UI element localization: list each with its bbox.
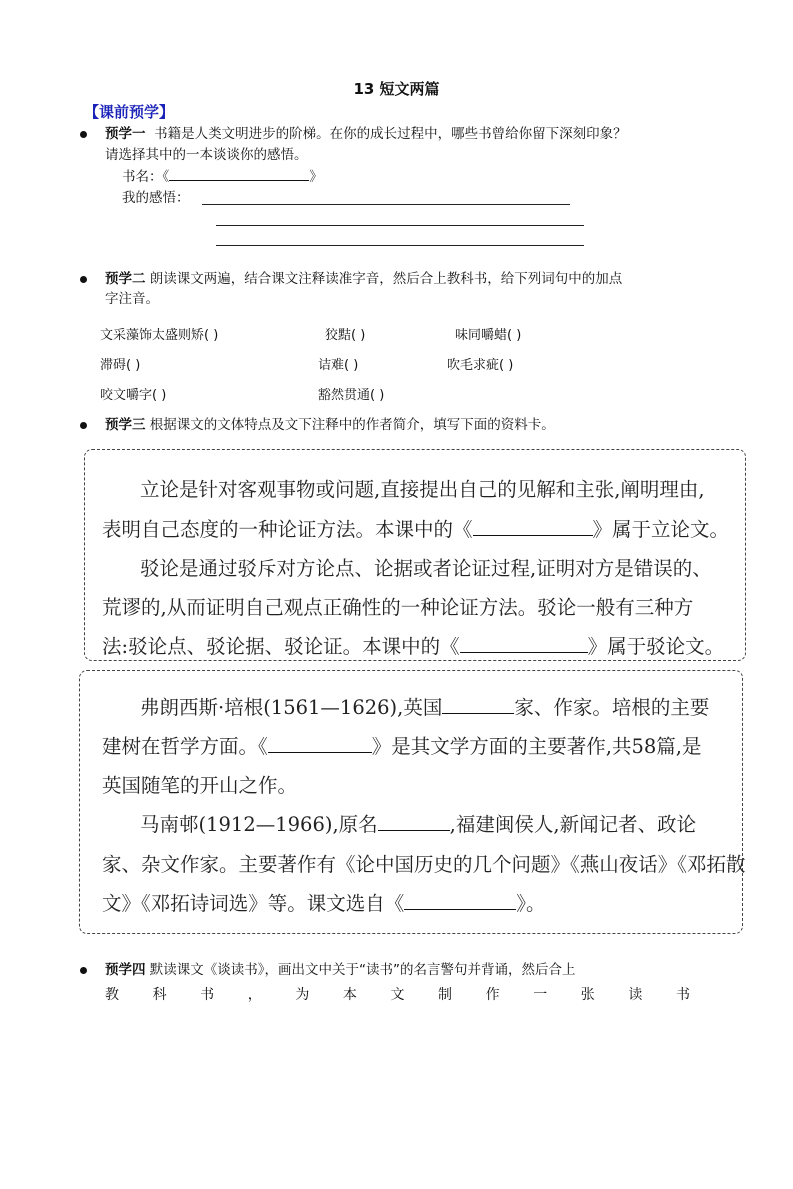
pinyin-item[interactable]: 咬文嚼字( ): [100, 388, 167, 403]
pinyin-item[interactable]: 文采藻饰太盛则矫( ): [100, 328, 219, 343]
book-name-label: 书名：《: [122, 169, 170, 185]
bullet-icon: [80, 967, 87, 974]
feeling-answer-line[interactable]: [202, 204, 570, 205]
q3-prompt: [105, 416, 555, 434]
card1-line: 荒谬的,从而证明自己观点正确性的一种论证方法。驳论一般有三种方: [102, 596, 694, 619]
bullet-icon: [80, 422, 87, 429]
q1-text: 书籍是人类文明进步的阶梯。在你的成长过程中，哪些书曾给你留下深刻印象？: [154, 126, 627, 142]
pinyin-item[interactable]: 滞碍( ): [100, 358, 141, 373]
q2-prompt: [105, 270, 622, 288]
card1-line: 表明自己态度的一种论证方法。本课中的《 》属于立论文。: [102, 518, 730, 541]
q1-label: 预学一: [105, 126, 146, 142]
argument-title-blank[interactable]: [473, 517, 593, 536]
pinyin-item[interactable]: 味同嚼蜡( ): [455, 328, 522, 343]
book-name-close: 》: [309, 169, 323, 185]
bacon-work-blank[interactable]: [268, 734, 372, 753]
card1-line: 法:驳论点、驳论据、驳论证。本课中的《 》属于驳论文。: [102, 635, 725, 658]
q4-prompt: [105, 961, 576, 979]
q1-prompt-line2: 请选择其中的一本谈谈你的感悟。: [105, 147, 308, 163]
pinyin-item[interactable]: 豁然贯通( ): [318, 388, 385, 403]
q2-prompt-line2: 字注音。: [105, 291, 159, 307]
bacon-identity-blank[interactable]: [442, 695, 514, 714]
q4-text: 默读课文《谈读书》，画出文中关于“读书”的名言警句并背诵，然后合上: [149, 962, 576, 978]
card2-line: 家、杂文作家。主要著作有《论中国历史的几个问题》《燕山夜话》《邓拓散: [102, 853, 746, 876]
card2-line: 弗朗西斯·培根(1561—1626),英国 家、作家。培根的主要: [140, 696, 710, 719]
feeling-answer-line[interactable]: [216, 225, 584, 226]
q2-text: 朗读课文两遍，结合课文注释读准字音，然后合上教科书，给下列词句中的加点: [149, 271, 623, 287]
card2-line: 英国随笔的开山之作。: [102, 774, 298, 797]
q1-prompt: [105, 125, 627, 143]
q4-prompt-line2: 教 科 书 ， 为 本 文 制 作 一 张 读 书: [105, 987, 690, 1003]
card2-line: 文》《邓拓诗词选》等。课文选自《 》。: [102, 892, 546, 915]
book-name-field[interactable]: [169, 166, 309, 181]
feeling-label: 我的感悟：: [122, 190, 190, 206]
real-name-blank[interactable]: [378, 812, 450, 831]
card2-line: 马南邨(1912—1966),原名 ,福建闽侯人,新闻记者、政论: [140, 813, 697, 836]
q3-label: 预学三: [105, 417, 146, 433]
q3-text: 根据课文的文体特点及文下注释中的作者简介，填写下面的资料卡。: [149, 417, 555, 433]
refutation-title-blank[interactable]: [460, 634, 588, 653]
pinyin-item[interactable]: 狡黠( ): [325, 328, 366, 343]
page-title: 13 短文两篇: [353, 80, 440, 98]
bullet-icon: [80, 131, 87, 138]
q2-label: 预学二: [105, 271, 146, 287]
pinyin-item[interactable]: 吹毛求疵( ): [447, 358, 514, 373]
card1-line: 立论是针对客观事物或问题,直接提出自己的见解和主张,阐明理由,: [140, 478, 705, 501]
card1-line: 驳论是通过驳斥对方论点、论据或者论证过程,证明对方是错误的、: [140, 557, 712, 580]
section-heading: 【课前预学】: [84, 103, 175, 121]
book-name-row: [122, 166, 323, 186]
feeling-answer-line[interactable]: [216, 245, 584, 246]
pinyin-item[interactable]: 诘难( ): [318, 358, 359, 373]
source-book-blank[interactable]: [404, 891, 516, 910]
card2-line: 建树在哲学方面。《 》是其文学方面的主要著作,共58篇,是: [102, 735, 702, 758]
bullet-icon: [80, 276, 87, 283]
q4-label: 预学四: [105, 962, 146, 978]
